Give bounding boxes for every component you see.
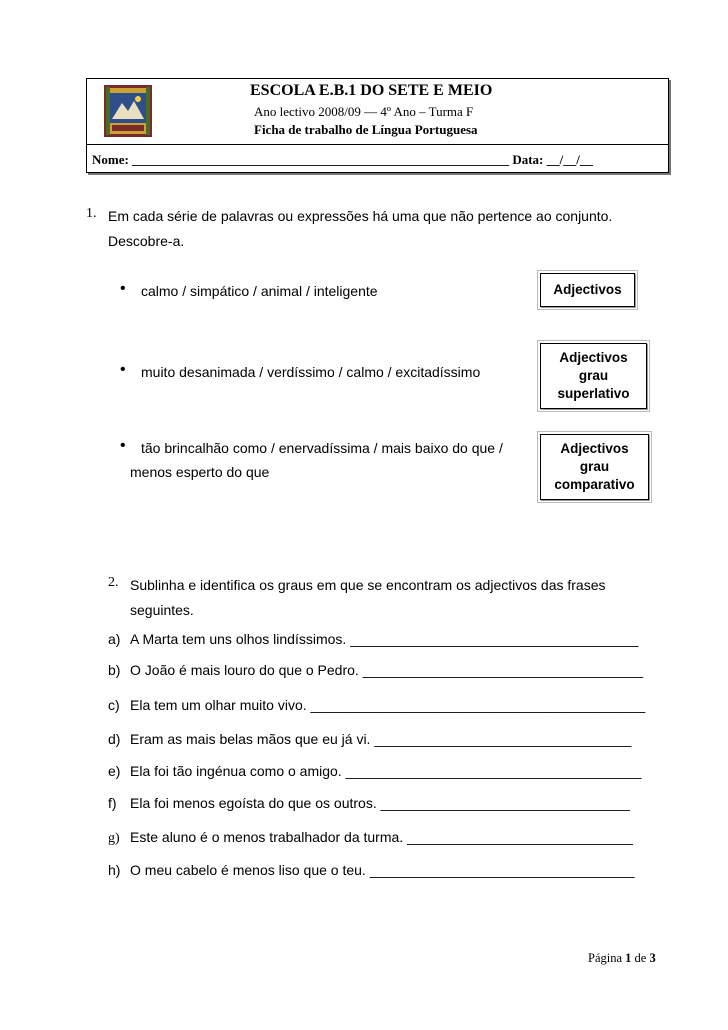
question1-text-line2: Descobre-a.: [108, 233, 185, 249]
item-label: g): [108, 831, 120, 846]
exercise-item-d[interactable]: [108, 731, 631, 747]
item-label: f): [108, 795, 117, 811]
question2-text: [130, 573, 670, 623]
item-sentence: Ela tem um olhar muito vivo. ___________________________________________: [130, 697, 646, 713]
answer-box-2-line3: superlativo: [557, 386, 630, 401]
answer-box-3-line2: grau: [579, 459, 610, 474]
bullet-icon: •: [120, 437, 126, 454]
item-sentence: Ela foi menos egoísta do que os outros. ________________________________: [130, 795, 630, 811]
school-name: ESCOLA E.B.1 DO SETE E MEIO: [250, 82, 493, 99]
exercise-item-f[interactable]: [108, 795, 630, 811]
word-series-2: muito desanimada / verdíssimo / calmo / excitadíssimo: [141, 364, 481, 380]
page-prefix: Página: [588, 951, 626, 965]
bullet-icon: •: [120, 361, 126, 378]
question2-text-line2: seguintes.: [130, 602, 194, 618]
item-sentence: O João é mais louro do que o Pedro. ____________________________________: [130, 662, 643, 678]
bullet-icon: •: [120, 280, 126, 297]
exercise-item-h[interactable]: [108, 862, 634, 878]
exercise-item-a[interactable]: [108, 631, 638, 647]
item-sentence: A Marta tem uns olhos lindíssimos. _____________________________________: [130, 631, 639, 647]
question1-text-line1: Em cada série de palavras ou expressões há uma que não pertence ao conjunto.: [108, 208, 613, 224]
item-label: c): [108, 697, 120, 713]
school-logo: [104, 85, 152, 137]
question1-number: 1.: [86, 206, 97, 221]
answer-box-1-text: Adjectivos: [553, 282, 622, 297]
item-label: d): [108, 731, 121, 747]
item-sentence: Este aluno é o menos trabalhador da turma. _____________________________: [130, 829, 633, 845]
question1-text: [108, 204, 670, 254]
name-date-line[interactable]: Nome: __________________________________________________________ Data: __/__/__: [92, 152, 593, 167]
question2-text-line1: Sublinha e identifica os graus em que se encontram os adjectivos das frases: [130, 577, 606, 593]
exercise-item-b[interactable]: [108, 662, 643, 678]
item-label: a): [108, 631, 121, 647]
page-middle: de: [631, 951, 650, 965]
answer-box-2: [540, 343, 647, 409]
answer-box-3-line1: Adjectivos: [560, 441, 629, 456]
item-label: b): [108, 662, 121, 678]
school-year: Ano lectivo 2008/09 — 4º Ano – Turma F: [254, 104, 474, 119]
item-sentence: Ela foi tão ingénua como o amigo. ______________________________________: [130, 763, 642, 779]
answer-box-2-line2: grau: [578, 368, 609, 383]
item-sentence: O meu cabelo é menos liso que o teu. __________________________________: [130, 862, 635, 878]
exercise-item-e[interactable]: [108, 763, 641, 779]
item-sentence: Eram as mais belas mãos que eu já vi. _________________________________: [130, 731, 632, 747]
page-current: 1: [625, 951, 632, 965]
word-series-1: calmo / simpático / animal / inteligente: [141, 283, 378, 299]
exercise-item-c[interactable]: [108, 697, 645, 713]
word-series-3-continuation: menos esperto do que: [130, 464, 270, 480]
exercise-item-g[interactable]: [108, 829, 633, 847]
question2-number: 2.: [108, 575, 119, 590]
item-label: h): [108, 862, 121, 878]
answer-box-3: [540, 434, 649, 500]
page-total: 3: [649, 951, 656, 965]
answer-box-1: [540, 273, 635, 307]
page-number: [588, 951, 656, 966]
item-label: e): [108, 763, 121, 779]
word-series-3: tão brincalhão como / enervadíssima / mais baixo do que /: [141, 440, 503, 456]
answer-box-3-line3: comparativo: [554, 477, 635, 492]
header-divider: [86, 144, 669, 145]
answer-box-2-line1: Adjectivos: [559, 350, 628, 365]
sheet-title: Ficha de trabalho de Língua Portuguesa: [254, 122, 478, 137]
